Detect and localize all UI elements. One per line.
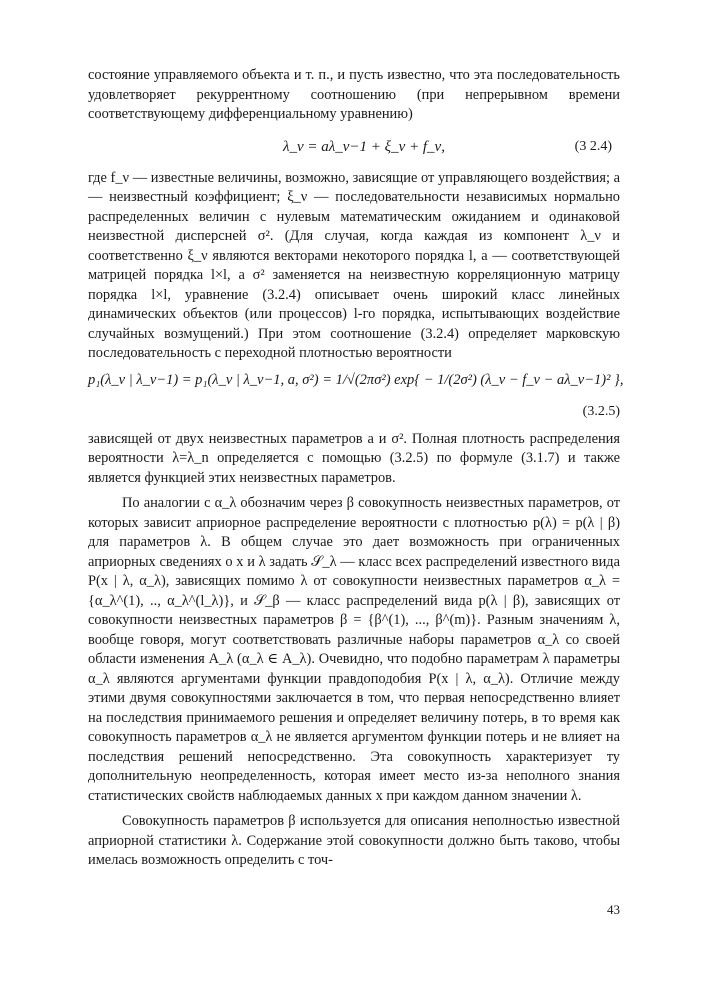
equation-3-2-4-expression: λ_ν = aλ_ν−1 + ξ_ν + f_ν, [283, 138, 445, 155]
page-body [88, 66, 624, 871]
paragraph-intro: состояние управляемого объекта и т. п., и пусть известно, что эта последовательность удовлетворяет рекуррентному соотношению (при непрерывном времени соответствующему дифференциальному уравнению) [88, 67, 620, 122]
paragraph-dependency: зависящей от двух неизвестных параметров a и σ². Полная плотность распределения вероятности λ=λ_n определяется с помощью (3.2.5) по формуле (3.1.7) и также является функцией этих неизвестных параметров. [88, 430, 620, 486]
equation-3-2-4-number: (3 2.4) [574, 138, 612, 154]
equation-3-2-5 [88, 364, 624, 430]
paragraph-analogy: По аналогии с α_λ обозначим через β совокупность неизвестных параметров, от которых зависит априорное распределение вероятности с плотностью p(λ) = p(λ | β) для параметров λ. В общем случае это дает возможность при ограниченных априорных сведениях о x и λ задать 𝒮_λ — класс всех распределений известного вида P(x | λ, α_λ), зависящих помимо λ от совокупности неизвестных параметров α_λ = {α_λ^(1), .., α_λ^(l_λ)}, и 𝒮_β — класс распределений вида p(λ | β), зависящих от совокупности неизвестных параметров β = {β^(1), ..., β^(m)}. Разным значениям λ, вообще говоря, могут соответствовать различные наборы параметров α_λ со своей области изменения A_λ (α_λ ∈ A_λ). Очевидно, что подобно параметрам λ параметры α_λ являются аргументами функции правдоподобия P(x | λ, α_λ). Отличие между этими двумя совокупностями заключается в том, что первая непосредственно влияет на последствия принимаемого решения и определяет величину потерь, в то время как совокупность параметров α_λ не является аргументом функции потерь и не влияет на последствия решений непосредственно. Эта совокупность характеризует ту дополнительную неопределенность, которая имеет место из-за неполного знания статистических свойств наблюдаемых данных x при каждом данном значении λ. [88, 495, 620, 804]
paragraph-definitions: где f_ν — известные величины, возможно, зависящие от управляющего воздействия; a — неизвестный коэффициент; ξ_ν — последовательности независимых нормально распределенных величин с нулевым математическим ожиданием и одинаковой неизвестной дисперсней σ². (Для случая, когда каждая из компонент λ_ν и соответственно ξ_ν являются векторами некоторого порядка l, a — соответствующей матрицей порядка l×l, а σ² заменяется на неизвестную корреляционную матрицу порядка l×l, уравнение (3.2.4) описывает очень широкий класс линейных динамических объектов (или процессов) l-го порядка, испытывающих воздействие случайных возмущений.) При этом соотношение (3.2.4) определяет марковскую последовательность с переходной плотностью вероятности [88, 169, 620, 361]
equation-3-2-4 [88, 125, 620, 169]
equation-3-2-5-number: (3.2.5) [582, 403, 620, 419]
page-number: 43 [607, 902, 620, 917]
equation-3-2-5-expression: p₁(λ_ν | λ_ν−1) = p₁(λ_ν | λ_ν−1, a, σ²) = 1/√(2πσ²) exp{ − 1/(2σ²) (λ_ν − f_ν − aλ_ν−1)² }, [88, 371, 624, 388]
paragraph-beta: Совокупность параметров β используется для описания неполностью известной априорной статистики λ. Содержание этой совокупности должно быть таково, чтобы имелась возможность определить с точ- [88, 813, 620, 868]
